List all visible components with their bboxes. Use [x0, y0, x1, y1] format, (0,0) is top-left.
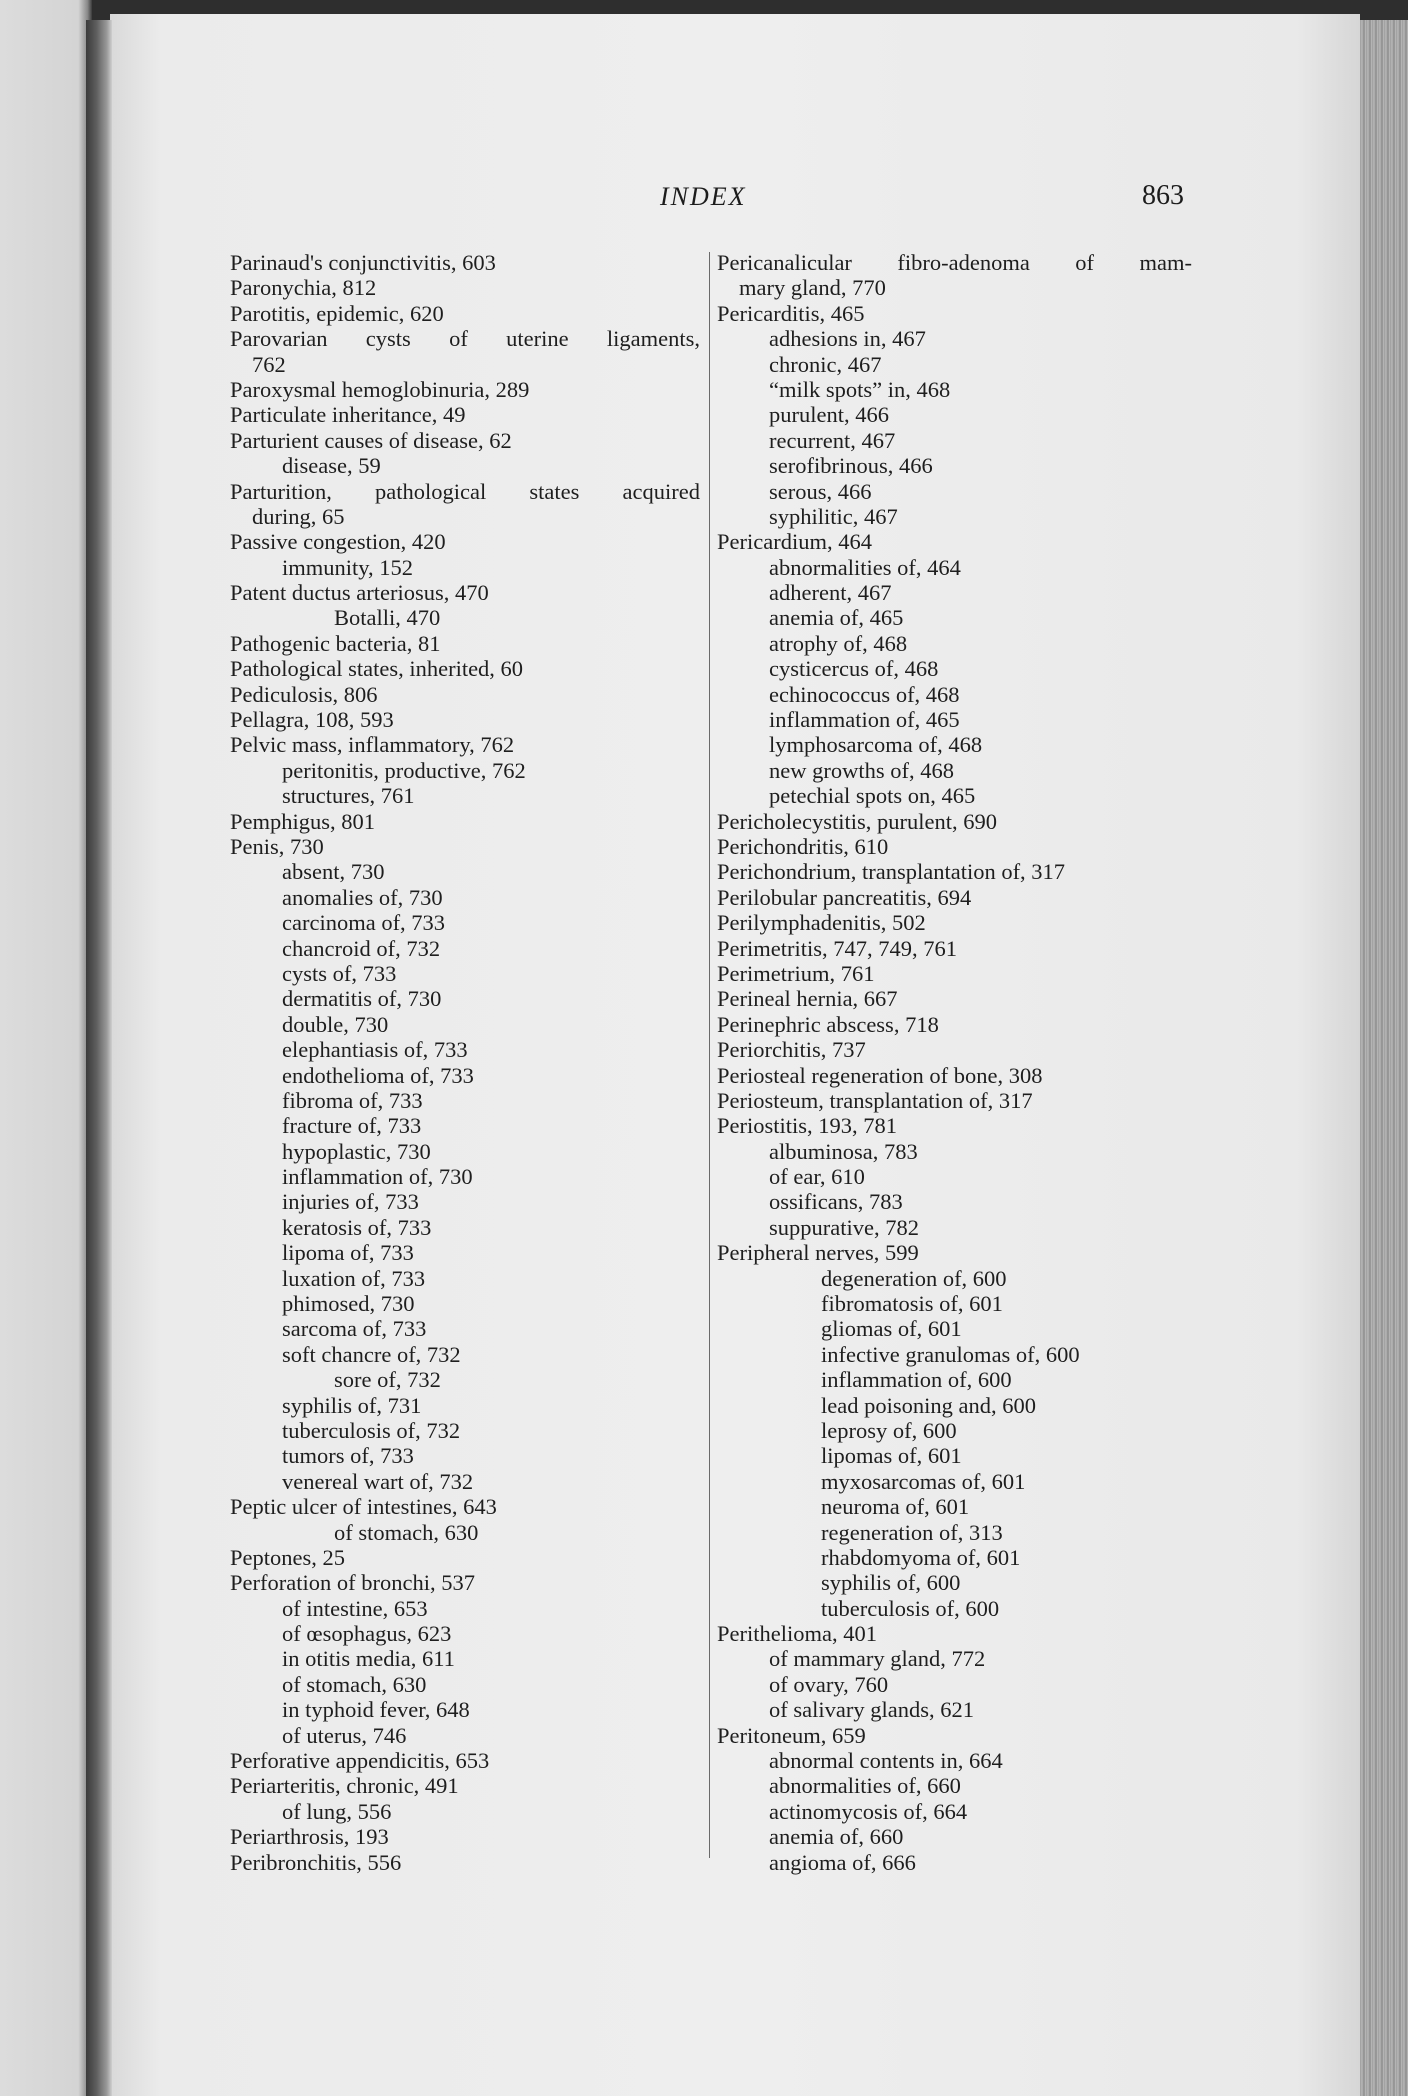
- index-entry: recurrent, 467: [769, 427, 896, 453]
- index-entry: lead poisoning and, 600: [821, 1392, 1036, 1418]
- index-entry: Particulate inheritance, 49: [230, 402, 466, 428]
- index-entry: of ovary, 760: [769, 1671, 889, 1697]
- index-entry: purulent, 466: [769, 402, 889, 428]
- index-entry: Pathological states, inherited, 60: [230, 656, 524, 682]
- index-entry: immunity, 152: [282, 554, 414, 580]
- index-entry: dermatitis of, 730: [282, 986, 442, 1012]
- index-entry: actinomycosis of, 664: [769, 1798, 968, 1824]
- index-entry: Perilymphadenitis, 502: [717, 910, 926, 936]
- index-entry: Periosteum, transplantation of, 317: [717, 1087, 1033, 1113]
- index-entry: Pericardium, 464: [717, 529, 872, 555]
- index-entry: atrophy of, 468: [769, 630, 908, 656]
- page-number: 863: [1142, 180, 1184, 211]
- index-entry: inflammation of, 465: [769, 707, 960, 733]
- index-entry: myxosarcomas of, 601: [821, 1468, 1026, 1494]
- index-entry: during, 65: [252, 503, 345, 529]
- index-entry: Parturient causes of disease, 62: [230, 427, 512, 453]
- index-entry: 762: [252, 351, 286, 377]
- index-entry: Perithelioma, 401: [717, 1621, 877, 1647]
- index-entry: Paroxysmal hemoglobinuria, 289: [230, 376, 530, 402]
- index-entry: phimosed, 730: [282, 1291, 415, 1317]
- index-entry: Pericholecystitis, purulent, 690: [717, 808, 997, 834]
- index-entry: inflammation of, 600: [821, 1367, 1012, 1393]
- index-entry: of mammary gland, 772: [769, 1646, 986, 1672]
- index-entry: tumors of, 733: [282, 1443, 414, 1469]
- index-entry: venereal wart of, 732: [282, 1468, 474, 1494]
- index-entry: in typhoid fever, 648: [282, 1697, 470, 1723]
- index-entry: neuroma of, 601: [821, 1494, 970, 1520]
- index-entry: syphilis of, 731: [282, 1392, 422, 1418]
- index-entry: chancroid of, 732: [282, 935, 441, 961]
- index-entry: in otitis media, 611: [282, 1646, 455, 1672]
- index-entry: of stomach, 630: [282, 1671, 427, 1697]
- index-entry: Perimetritis, 747, 749, 761: [717, 935, 957, 961]
- index-entry: lipoma of, 733: [282, 1240, 414, 1266]
- index-entry: of lung, 556: [282, 1798, 392, 1824]
- index-entry: of uterus, 746: [282, 1722, 407, 1748]
- index-entry: angioma of, 666: [769, 1849, 916, 1875]
- index-entry: Botalli, 470: [334, 605, 441, 631]
- facing-page-margin: [0, 0, 92, 2096]
- index-entry: anemia of, 465: [769, 605, 904, 631]
- book-gutter: [86, 20, 112, 2096]
- index-entry: sore of, 732: [334, 1367, 441, 1393]
- index-entry: anomalies of, 730: [282, 884, 443, 910]
- index-entry: Parturition, pathological states acquired: [230, 478, 700, 504]
- index-column-right: [717, 250, 1192, 1875]
- index-entry: Perimetrium, 761: [717, 960, 875, 986]
- index-entry: Parovarian cysts of uterine ligaments,: [230, 326, 700, 352]
- index-entry: fibromatosis of, 601: [821, 1291, 1003, 1317]
- index-entry: Penis, 730: [230, 833, 324, 859]
- index-entry: infective granulomas of, 600: [821, 1341, 1080, 1367]
- index-entry: cysts of, 733: [282, 960, 397, 986]
- index-entry: suppurative, 782: [769, 1214, 919, 1240]
- index-entry: tuberculosis of, 732: [282, 1417, 461, 1443]
- index-entry: Pericarditis, 465: [717, 300, 865, 326]
- index-entry: luxation of, 733: [282, 1265, 426, 1291]
- index-entry: mary gland, 770: [739, 275, 886, 301]
- index-entry: Pelvic mass, inflammatory, 762: [230, 732, 515, 758]
- index-entry: Pericanalicular fibro-adenoma of mam-: [717, 250, 1192, 275]
- index-entry: lipomas of, 601: [821, 1443, 962, 1469]
- index-entry: degeneration of, 600: [821, 1265, 1007, 1291]
- index-entry: injuries of, 733: [282, 1189, 419, 1215]
- column-divider: [709, 252, 710, 1858]
- index-entry: of salivary glands, 621: [769, 1697, 974, 1723]
- running-head: INDEX: [660, 182, 747, 211]
- index-entry: Perichondritis, 610: [717, 833, 889, 859]
- index-entry: sarcoma of, 733: [282, 1316, 427, 1342]
- index-entry: adherent, 467: [769, 580, 892, 606]
- index-entry: elephantiasis of, 733: [282, 1037, 468, 1063]
- index-entry: of œsophagus, 623: [282, 1621, 452, 1647]
- index-entry: gliomas of, 601: [821, 1316, 962, 1342]
- index-entry: syphilis of, 600: [821, 1570, 961, 1596]
- index-entry: Perineal hernia, 667: [717, 986, 898, 1012]
- index-entry: syphilitic, 467: [769, 503, 898, 529]
- index-entry: Pediculosis, 806: [230, 681, 378, 707]
- index-entry: anemia of, 660: [769, 1824, 904, 1850]
- index-entry: Perforative appendicitis, 653: [230, 1748, 490, 1774]
- index-entry: abnormal contents in, 664: [769, 1748, 1003, 1774]
- index-entry: fibroma of, 733: [282, 1087, 423, 1113]
- index-entry: carcinoma of, 733: [282, 910, 446, 936]
- index-entry: Perilobular pancreatitis, 694: [717, 884, 972, 910]
- index-entry: Perichondrium, transplantation of, 317: [717, 859, 1066, 885]
- index-entry: Patent ductus arteriosus, 470: [230, 580, 489, 606]
- index-entry: disease, 59: [282, 453, 381, 479]
- index-entry: Parinaud's conjunctivitis, 603: [230, 250, 496, 275]
- index-entry: new growths of, 468: [769, 757, 954, 783]
- index-entry: of intestine, 653: [282, 1595, 428, 1621]
- index-entry: rhabdomyoma of, 601: [821, 1544, 1021, 1570]
- index-entry: absent, 730: [282, 859, 385, 885]
- index-entry: Pathogenic bacteria, 81: [230, 630, 441, 656]
- index-entry: leprosy of, 600: [821, 1417, 957, 1443]
- index-entry: abnormalities of, 464: [769, 554, 961, 580]
- index-entry: abnormalities of, 660: [769, 1773, 961, 1799]
- index-entry: Pellagra, 108, 593: [230, 707, 394, 733]
- index-entry: cysticercus of, 468: [769, 656, 939, 682]
- index-entry: serous, 466: [769, 478, 872, 504]
- index-entry: Periorchitis, 737: [717, 1037, 866, 1063]
- index-entry: serofibrinous, 466: [769, 453, 933, 479]
- index-entry: soft chancre of, 732: [282, 1341, 461, 1367]
- index-entry: Paronychia, 812: [230, 275, 377, 301]
- index-entry: double, 730: [282, 1011, 389, 1037]
- index-entry: echinococcus of, 468: [769, 681, 960, 707]
- index-entry: chronic, 467: [769, 351, 882, 377]
- index-entry: Peripheral nerves, 599: [717, 1240, 919, 1266]
- index-column-left: [230, 250, 700, 1875]
- index-entry: Peribronchitis, 556: [230, 1849, 402, 1875]
- index-entry: peritonitis, productive, 762: [282, 757, 526, 783]
- index-entry: Peptic ulcer of intestines, 643: [230, 1494, 497, 1520]
- index-entry: keratosis of, 733: [282, 1214, 432, 1240]
- index-entry: Periarteritis, chronic, 491: [230, 1773, 459, 1799]
- index-entry: Pemphigus, 801: [230, 808, 376, 834]
- index-entry: Peptones, 25: [230, 1544, 345, 1570]
- index-entry: of stomach, 630: [334, 1519, 479, 1545]
- index-entry: tuberculosis of, 600: [821, 1595, 1000, 1621]
- index-entry: Peritoneum, 659: [717, 1722, 866, 1748]
- index-entry: Perforation of bronchi, 537: [230, 1570, 475, 1596]
- index-entry: albuminosa, 783: [769, 1138, 918, 1164]
- index-entry: Parotitis, epidemic, 620: [230, 300, 444, 326]
- index-entry: “milk spots” in, 468: [769, 376, 951, 402]
- index-entry: Periarthrosis, 193: [230, 1824, 389, 1850]
- index-entry: endothelioma of, 733: [282, 1062, 474, 1088]
- index-entry: petechial spots on, 465: [769, 783, 976, 809]
- index-entry: regeneration of, 313: [821, 1519, 1003, 1545]
- index-entry: Passive congestion, 420: [230, 529, 446, 555]
- index-entry: inflammation of, 730: [282, 1164, 473, 1190]
- index-entry: structures, 761: [282, 783, 415, 809]
- index-entry: adhesions in, 467: [769, 326, 926, 352]
- index-entry: Perinephric abscess, 718: [717, 1011, 939, 1037]
- index-entry: of ear, 610: [769, 1164, 865, 1190]
- index-entry: Periosteal regeneration of bone, 308: [717, 1062, 1043, 1088]
- index-entry: hypoplastic, 730: [282, 1138, 431, 1164]
- index-entry: fracture of, 733: [282, 1113, 422, 1139]
- index-entry: Periostitis, 193, 781: [717, 1113, 898, 1139]
- index-entry: lymphosarcoma of, 468: [769, 732, 983, 758]
- page-edges: [1360, 20, 1408, 2096]
- index-entry: ossificans, 783: [769, 1189, 903, 1215]
